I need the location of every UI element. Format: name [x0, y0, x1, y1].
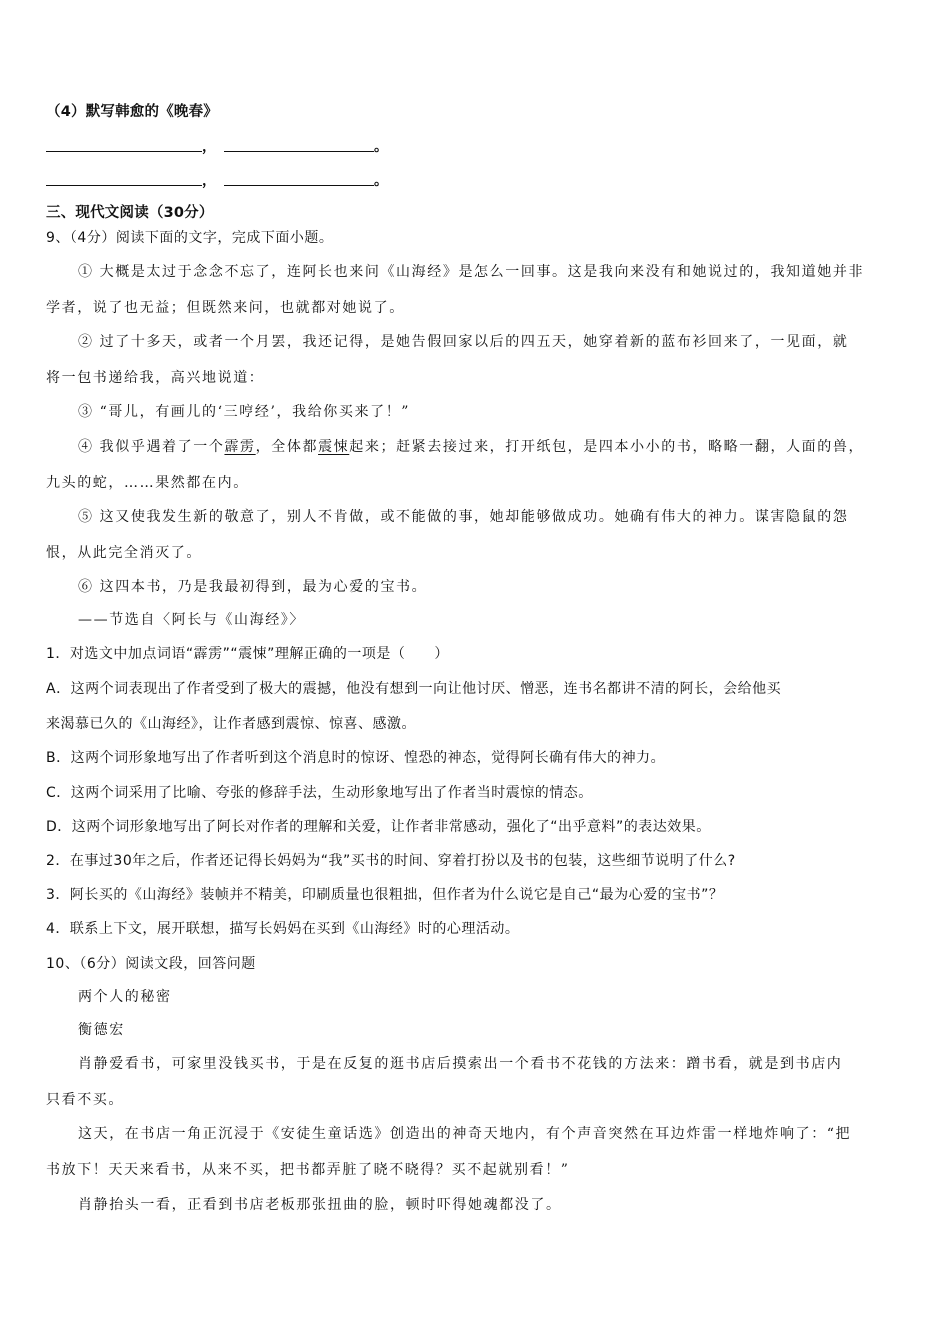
passage-paragraph-1: ① 大概是太过于念念不忘了，连阿长也来问《山海经》是怎么一回事。这是我向来没有和她说过的，我知道她并非 — [78, 264, 865, 280]
comma: ， — [202, 173, 216, 189]
passage-paragraph-2-cont: 将一包书递给我，高兴地说道： — [46, 370, 265, 386]
passage-paragraph-5: ⑤ 这又使我发生新的敬意了，别人不肯做，或不能做的事，她却能够做成功。她确有伟大的神力。谋害隐鼠的怨 — [78, 509, 849, 525]
period: 。 — [374, 173, 388, 189]
passage-paragraph-1-cont: 学者，说了也无益；但既然来问，也就都对她说了。 — [46, 300, 405, 316]
question-9-4: 4．联系上下文，展开联想，描写长妈妈在买到《山海经》时的心理活动。 — [46, 921, 520, 937]
story-title: 两个人的秘密 — [78, 989, 172, 1005]
option-d[interactable]: D．这两个词形象地写出了阿长对作者的理解和关爱，让作者非常感动，强化了“出乎意料”的表达效果。 — [46, 819, 711, 835]
answer-blank-row-2 — [46, 170, 388, 190]
passage-paragraph-4 — [78, 437, 864, 457]
paragraph-text: ，全体都 — [255, 439, 319, 455]
recitation-prompt: （4）默写韩愈的《晚春》 — [46, 104, 218, 120]
marked-word-pili: 霹雳 — [224, 439, 256, 455]
question-9-1: 1．对选文中加点词语“霹雳”“震悚”理解正确的一项是（ ） — [46, 646, 449, 662]
question-9-3: 3．阿长买的《山海经》装帧并不精美，印刷质量也很粗拙，但作者为什么说它是自己“最为心爱的宝书”？ — [46, 887, 724, 903]
option-a[interactable]: A．这两个词表现出了作者受到了极大的震撼，他没有想到一向让他讨厌、憎恶，连书名都讲不清的阿长，会给他买 — [46, 681, 782, 697]
answer-blank[interactable] — [46, 150, 202, 152]
story-paragraph-1: 肖静爱看书，可家里没钱买书，于是在反复的逛书店后摸索出一个看书不花钱的方法来：蹭书看，就是到书店内 — [78, 1056, 843, 1072]
passage-source: ——节选自〈阿长与《山海经》〉 — [78, 612, 305, 628]
passage-paragraph-2: ② 过了十多天，或者一个月罢，我还记得，是她告假回家以后的四五天，她穿着新的蓝布衫回来了，一见面，就 — [78, 334, 849, 350]
marked-word-zhensong: 震悚 — [318, 439, 350, 455]
story-paragraph-1-cont: 只看不买。 — [46, 1092, 124, 1108]
story-paragraph-3: 肖静抬头一看，正看到书店老板那张扭曲的脸，顿时吓得她魂都没了。 — [78, 1197, 562, 1213]
option-b[interactable]: B．这两个词形象地写出了作者听到这个消息时的惊讶、惶恐的神态，觉得阿长确有伟大的神力。 — [46, 750, 666, 766]
passage-paragraph-6: ⑥ 这四本书，乃是我最初得到，最为心爱的宝书。 — [78, 579, 428, 595]
passage-paragraph-3: ③ “哥儿，有画儿的‘三哼经’，我给你买来了！” — [78, 404, 411, 420]
story-paragraph-2: 这天，在书店一角正沉浸于《安徒生童话选》创造出的神奇天地内，有个声音突然在耳边炸雷一样地炸响了：“把 — [78, 1126, 852, 1142]
question-10-header: 10、（6分）阅读文段，回答问题 — [46, 956, 256, 972]
answer-blank-row-1 — [46, 136, 388, 156]
option-a-cont: 来渴慕已久的《山海经》，让作者感到震惊、惊喜、感激。 — [46, 716, 416, 732]
paragraph-text: ④ 我似乎遇着了一个 — [78, 439, 225, 455]
answer-blank[interactable] — [224, 150, 374, 152]
option-c[interactable]: C．这两个词采用了比喻、夸张的修辞手法，生动形象地写出了作者当时震惊的情态。 — [46, 785, 593, 801]
story-author: 衡德宏 — [78, 1022, 125, 1038]
comma: ， — [202, 139, 216, 155]
passage-paragraph-4-cont: 九头的蛇，……果然都在内。 — [46, 475, 249, 491]
question-9-header: 9、（4分）阅读下面的文字，完成下面小题。 — [46, 230, 334, 246]
answer-blank[interactable] — [46, 184, 202, 186]
period: 。 — [374, 139, 388, 155]
story-paragraph-2-cont: 书放下！天天来看书，从来不买，把书都弄脏了晓不晓得？买不起就别看！” — [46, 1162, 570, 1178]
paragraph-text: 起来；赶紧去接过来，打开纸包，是四本小小的书，略略一翻，人面的兽， — [349, 439, 865, 455]
question-9-2: 2．在事过30年之后，作者还记得长妈妈为“我”买书的时间、穿着打扮以及书的包装，这些细节说明了什么? — [46, 853, 736, 869]
answer-blank[interactable] — [224, 184, 374, 186]
passage-paragraph-5-cont: 恨，从此完全消灭了。 — [46, 545, 202, 561]
section-heading: 三、现代文阅读（30分） — [46, 205, 214, 221]
